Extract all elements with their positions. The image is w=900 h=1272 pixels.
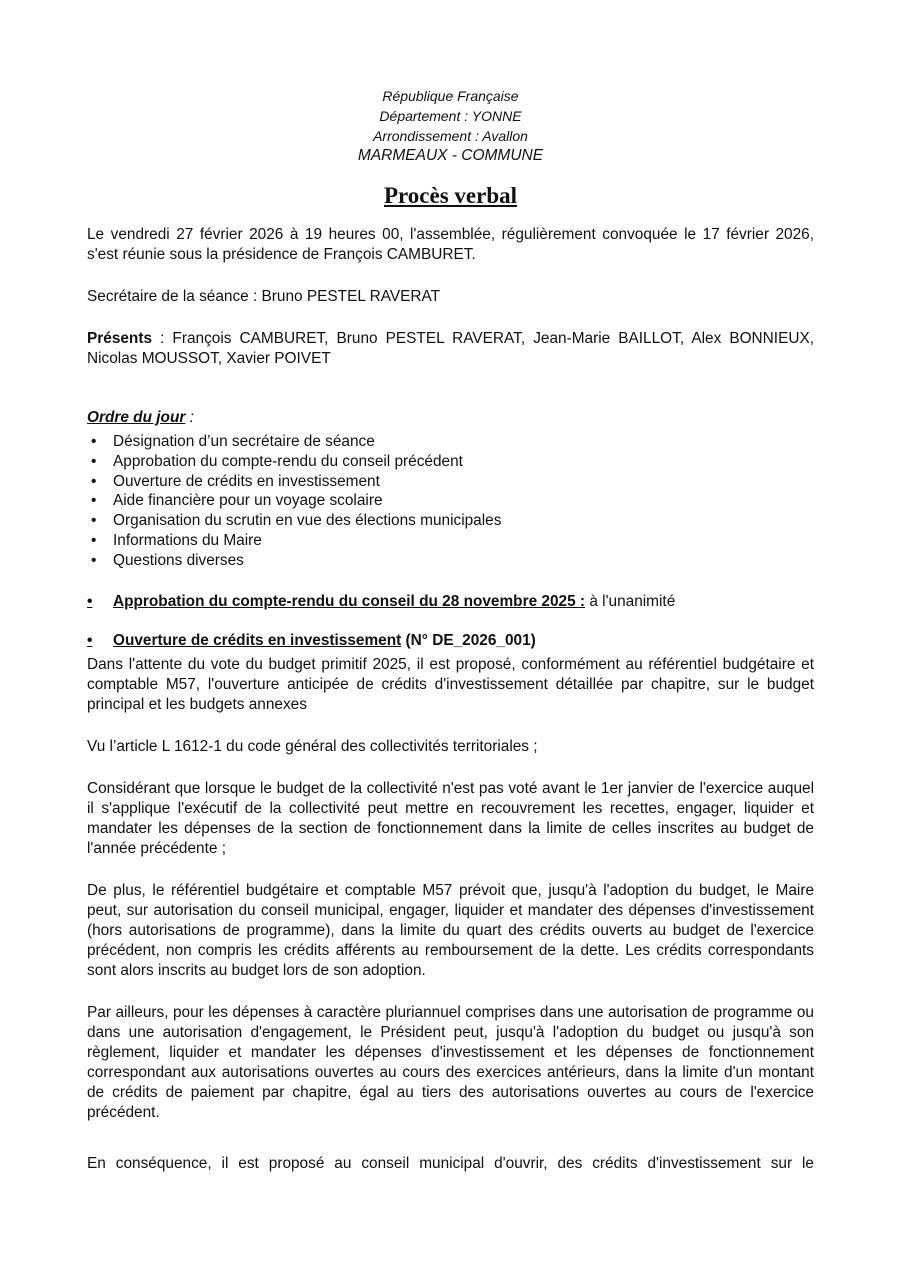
agenda-item: • Ouverture de crédits en investissement [87, 472, 814, 492]
header-arrondissement: Arrondissement : Avallon [373, 128, 528, 144]
credits-paragraph: Dans l'attente du vote du budget primitif 2025, il est proposé, conformément au référentiel budgétaire et comptable M57, l'ouverture anticipée de crédits d'investissement détaillée par chapitre, sur le budget principal et les budgets annexes [87, 655, 814, 713]
credits-paragraph: Vu l’article L 1612-1 du code général des collectivités territoriales ; [87, 737, 538, 755]
header-republic: République Française [382, 88, 519, 104]
credits-paragraph: Considérant que lorsque le budget de la collectivité n'est pas voté avant le 1er janvier de l'exercice auquel il s'applique l'exécutif de la collectivité peut mettre en recouvrement les recettes, engager, liquider et mandater les dépenses de la section de fonctionnement dans la limite de celles inscrites au budget de l'année précédente ; [87, 779, 814, 857]
document-title: Procès verbal [383, 183, 518, 208]
credits-paragraph: Par ailleurs, pour les dépenses à caractère pluriannuel comprises dans une autorisation de programme ou dans une autorisation d'engagement, le Président peut, jusqu'à l'adoption du budget ou jusqu'à son règlement, liquider et mandater les dépenses d'investissement et les dépenses de fonctionnement correspondant aux autorisations ouvertes au cours des exercices antérieurs, dans la limite d'un montant de crédits de paiement par chapitre, égal au tiers des autorisations ouvertes au cours de l'exercice précédent. [87, 1003, 814, 1121]
section-approval [87, 592, 814, 612]
agenda-item: • Questions diverses [87, 551, 814, 571]
agenda-colon: : [185, 409, 194, 426]
agenda-heading [87, 408, 814, 428]
bullet-icon: • [87, 592, 93, 610]
section-credits [87, 631, 814, 651]
section-approval-result: à l'unanimité [585, 592, 676, 610]
intro-paragraph: Le vendredi 27 février 2026 à 19 heures 00, l'assemblée, régulièrement convoquée le 17 février 2026, s'est réunie sous la présidence de François CAMBURET. [87, 226, 814, 263]
header-department: Département : YONNE [379, 108, 522, 124]
section-credits-ref: (N° DE_2026_001) [401, 631, 536, 649]
agenda-label: Ordre du jour [87, 409, 186, 426]
secretary-line: Secrétaire de la séance : Bruno PESTEL RAVERAT [87, 288, 441, 305]
bullet-icon: • [87, 631, 93, 649]
section-credits-title: Ouverture de crédits en investissement [113, 631, 402, 649]
agenda-item: • Désignation d’un secrétaire de séance [87, 432, 814, 452]
agenda-item: • Aide financière pour un voyage scolaire [87, 491, 814, 511]
agenda-item: • Approbation du compte-rendu du conseil précédent [87, 452, 814, 472]
credits-paragraph: En conséquence, il est proposé au conseil municipal d'ouvrir, des crédits d'investissement sur le [87, 1154, 814, 1172]
agenda-item: • Informations du Maire [87, 531, 814, 551]
section-approval-title: Approbation du compte-rendu du conseil du 28 novembre 2025 : [113, 592, 586, 610]
present-list: : François CAMBURET, Bruno PESTEL RAVERAT, Jean-Marie BAILLOT, Alex BONNIEUX, Nicolas MOUSSOT, Xavier POIVET [87, 330, 814, 367]
header-commune: MARMEAUX - COMMUNE [357, 147, 544, 164]
document-page [87, 86, 814, 1174]
present-label: Présents [87, 330, 153, 347]
agenda-list [87, 432, 814, 571]
document-header [87, 86, 814, 166]
agenda-item: • Organisation du scrutin en vue des élections municipales [87, 511, 814, 531]
credits-paragraph: De plus, le référentiel budgétaire et comptable M57 prévoit que, jusqu'à l'adoption du budget, le Maire peut, sur autorisation du conseil municipal, engager, liquider et mandater des dépenses d'investissement (hors autorisations de programme), dans la limite du quart des crédits ouverts au budget de l'exercice précédent, non compris les crédits afférents au remboursement de la dette. Les crédits correspondants sont alors inscrits au budget lors de son adoption. [87, 881, 814, 979]
present-members [87, 329, 814, 369]
